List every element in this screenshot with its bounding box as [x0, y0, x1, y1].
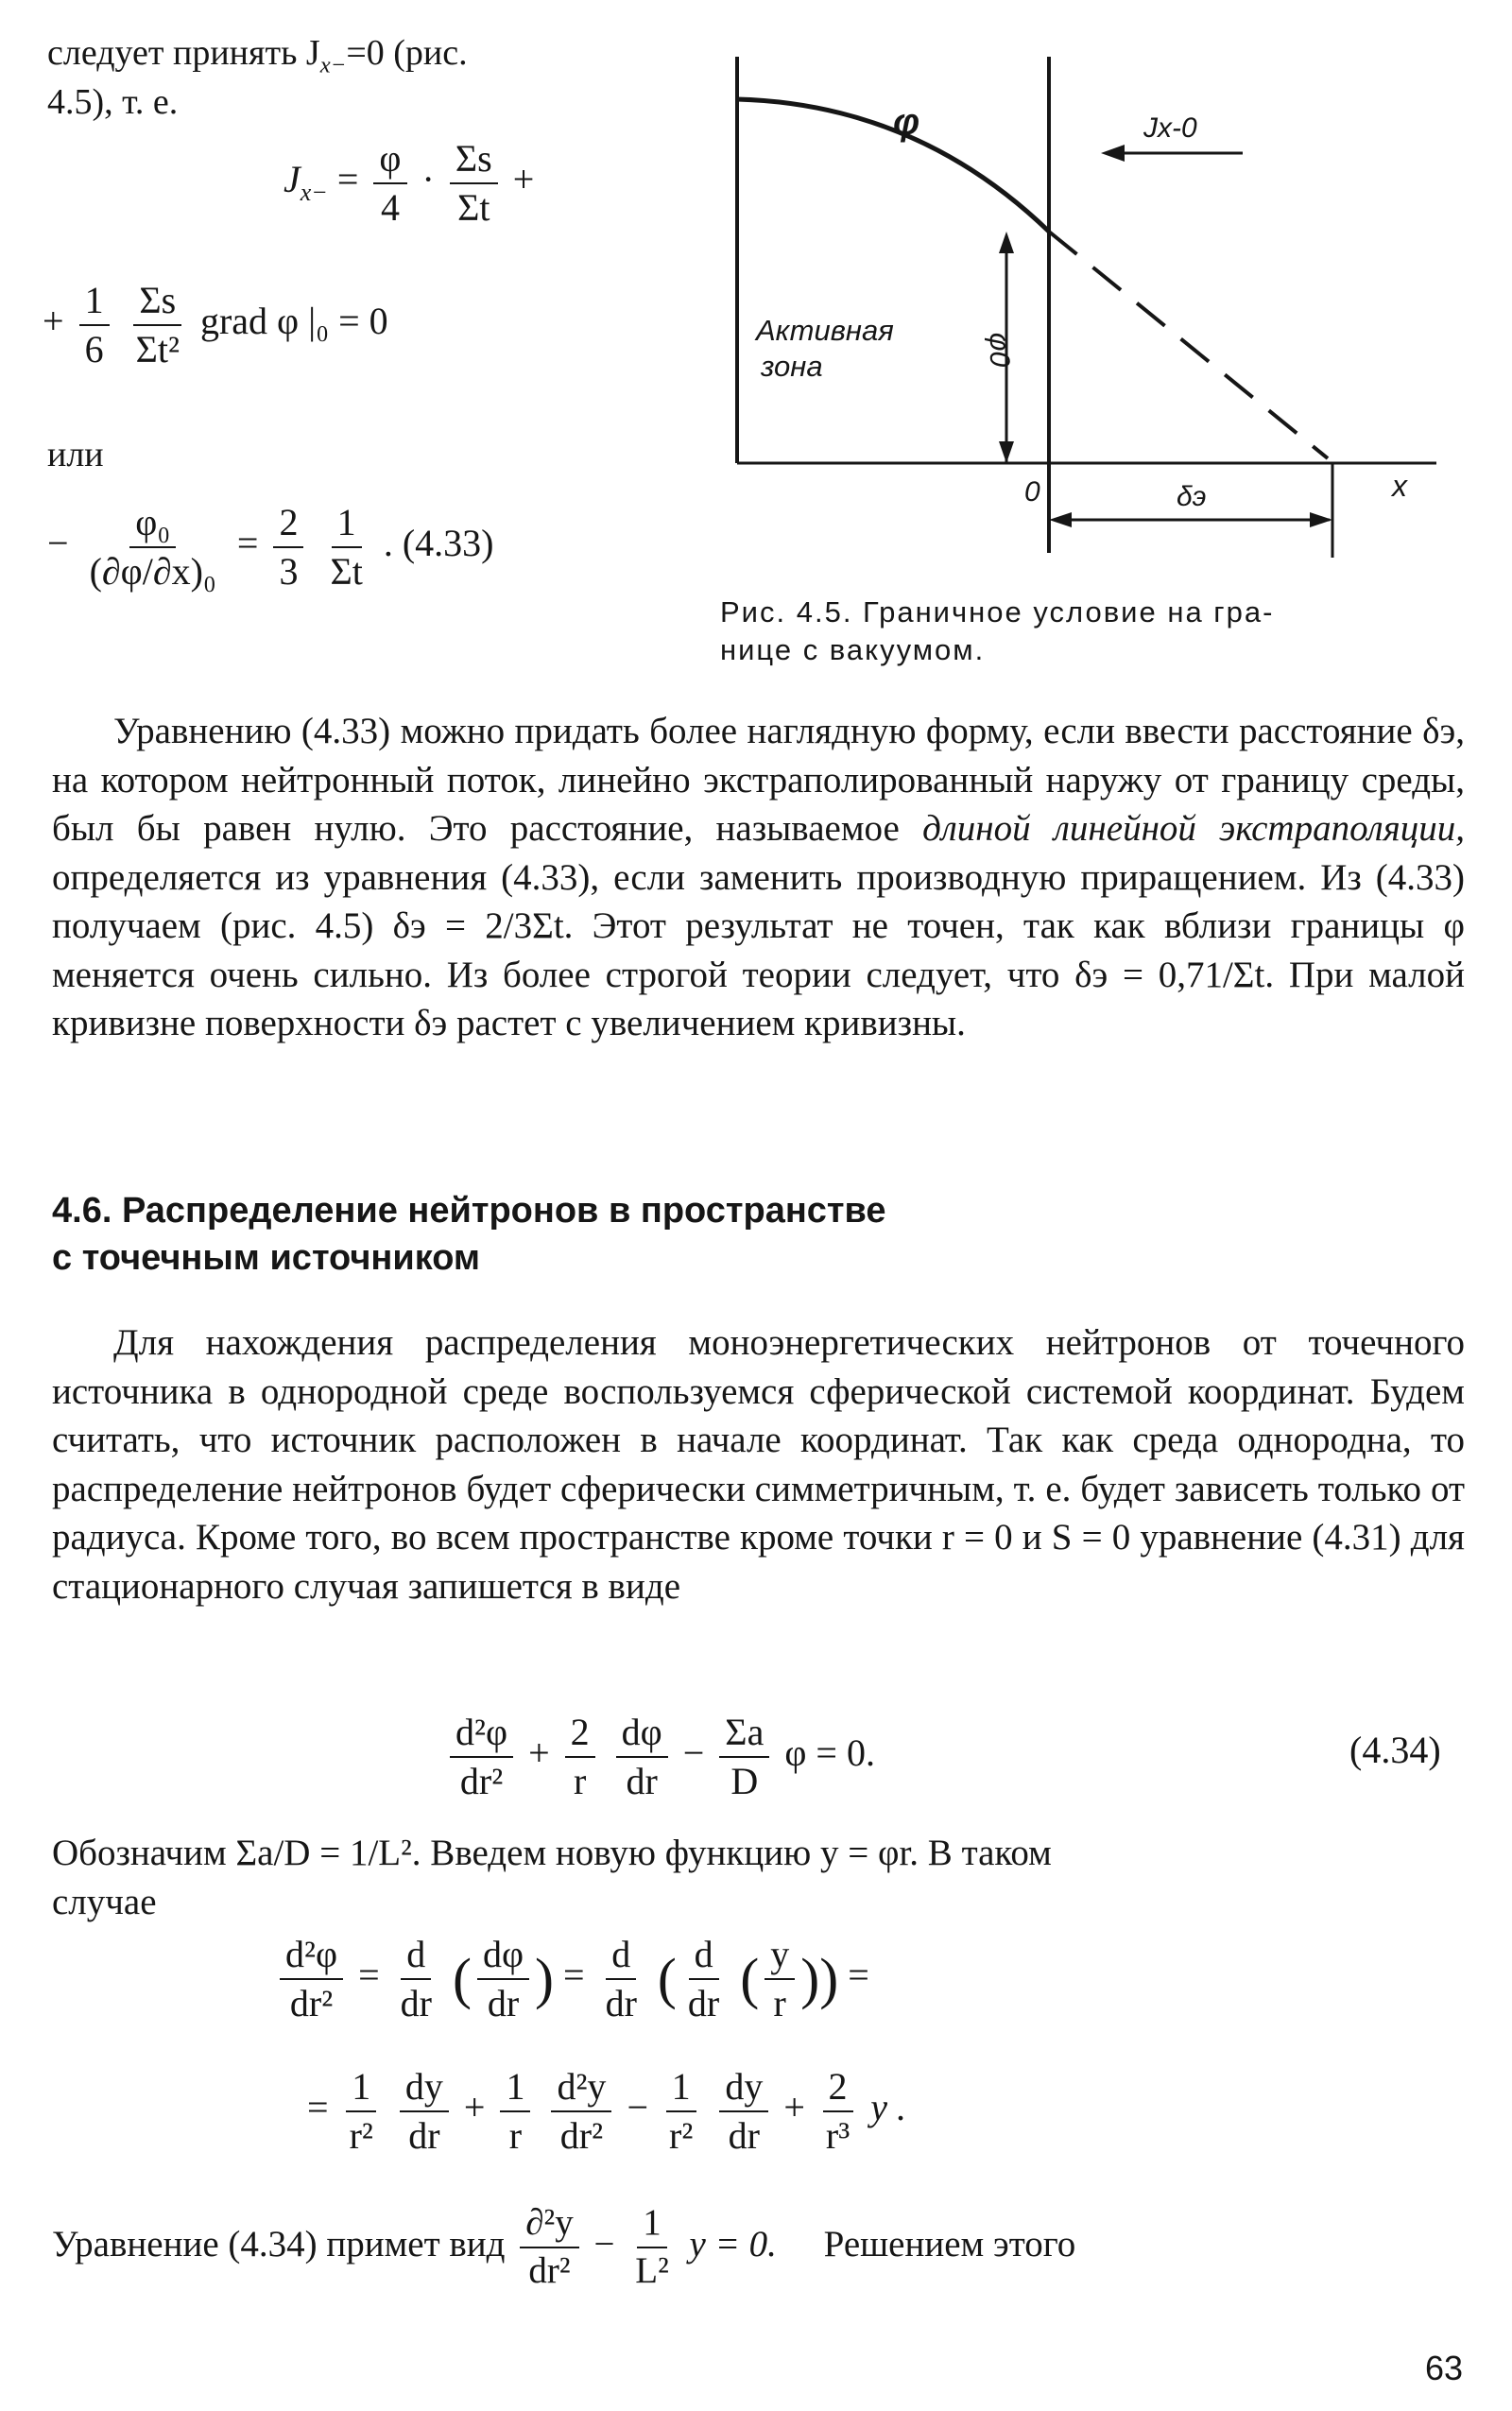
- origin-label: 0: [1024, 476, 1040, 508]
- section-heading-line-2: с точечным источником: [52, 1238, 481, 1278]
- equation-4-34: $\frac{\text{d²φ}}{\text{dr²}}$ + $\frac{2}{r}$ $\frac{d\varphi}{dr}$ − $\frac{\Sigma a}{D}$ φ = 0.: [444, 1711, 875, 1803]
- active-zone-label-2: зона: [761, 350, 823, 383]
- equation-jx-continued: + $\frac{1}{6}$ $\frac{\Sigma s}{\text{Σt²}}$ grad φ |₀ = 0: [43, 279, 388, 370]
- page-number: 63: [1425, 2349, 1464, 2387]
- paragraph-extrapolation: Уравнению (4.33) можно придать более наглядную форму, если ввести расстояние δэ, на котором нейтронный поток, линейно экстраполированный наружу от границу среды, был бы равен нулю. Это расстояние, называемое длиной линейной экстраполяции, определяется из уравнения (4.33), если заменить производную приращением. Из (4.33) получаем (рис. 4.5) δэ = 2/3Σt. Этот результат не точен, так как вблизи границы φ меняется очень сильно. Из более строгой теории следует, что δэ = 0,71/Σt. При малой кривизне поверхности δэ растет с увеличением кривизны.: [52, 711, 1466, 1043]
- phi0-arrow-top: [999, 232, 1014, 253]
- equation-derivative-line-1: $\frac{\text{d²φ}}{\text{dr²}}$ = $\frac{d}{dr}$ ( $\frac{d\varphi}{dr}$ ) = $\frac{d}{dr}$ ( $\frac{d}{dr}$ ( $\frac{y}{r}$ )) =: [274, 1933, 869, 2025]
- phi0-arrow-bottom: [999, 441, 1014, 463]
- equation-derivative-line-2: = $\frac{1}{\text{r²}}$ $\frac{dy}{dr}$ + $\frac{1}{r}$ $\frac{\text{d²y}}{\text{dr²}}$ − $\frac{1}{\text{r²}}$ $\frac{dy}{dr}$ + $\frac{2}{\text{r³}}$ y .: [307, 2065, 906, 2157]
- section-heading-line-1: 4.6. Распределение нейтронов в пространстве: [52, 1191, 886, 1231]
- extrapolation-line: [1049, 232, 1328, 458]
- figure-caption-line-1: Рис. 4.5. Граничное условие на гра-: [720, 595, 1275, 629]
- x-axis-label: x: [1392, 469, 1407, 503]
- intro-line-1: следует принять $J_{x-}=0$ (рис.: [47, 33, 468, 78]
- delta-label: δэ: [1177, 481, 1207, 512]
- equation-4-34-label: (4.34): [1349, 1729, 1441, 1771]
- equation-jx: $J_{x-}$ = $\frac{\varphi}{4}$ · $\frac{\Sigma s}{\Sigma t}$ +: [284, 137, 535, 229]
- paragraph-point-source: Для нахождения распределения моноэнергетических нейтронов от точечного источника в однородной среде воспользуемся сферической системой координат. Будем считать, что источник расположен в начале координат. Так как среда однородна, то распределение нейтронов будет сферически симметричным, т. е. будет зависеть только от радиуса. Кроме того, во всем пространстве кроме точки r = 0 и S = 0 уравнение (4.31) для стационарного случая запишется в виде: [52, 1322, 1465, 1607]
- or-word: или: [47, 435, 104, 474]
- jx-zero-label: Jx-0: [1143, 112, 1197, 144]
- intro-line-2: 4.5), т. е.: [47, 82, 179, 122]
- last-line: Уравнение (4.34) примет вид $\frac{\text{∂²y}}{\text{dr²}}$ − $\frac{1}{\text{L²}}$ y = 0. Решением этого: [52, 2202, 1076, 2291]
- delta-arrow-left: [1049, 512, 1072, 527]
- active-zone-label-1: Активная: [756, 314, 894, 347]
- paragraph-new-function: Обозначим Σa/D = 1/L². Введем новую функцию y = φr. В таком случае: [52, 1833, 1052, 1922]
- delta-arrow-right: [1310, 512, 1332, 527]
- jx-arrow-head: [1101, 145, 1125, 162]
- figure-caption-line-2: нице с вакуумом.: [720, 633, 986, 666]
- phi0-label: φ0: [984, 332, 1015, 368]
- phi-curve-label: φ: [893, 101, 920, 143]
- figure-4-5: [728, 38, 1455, 577]
- equation-4-33: − $\frac{\text{φ₀}}{\text{(∂φ/∂x)₀}}$ = $\frac{2}{3}$ $\frac{1}{\Sigma t}$ . (4.33): [47, 501, 494, 593]
